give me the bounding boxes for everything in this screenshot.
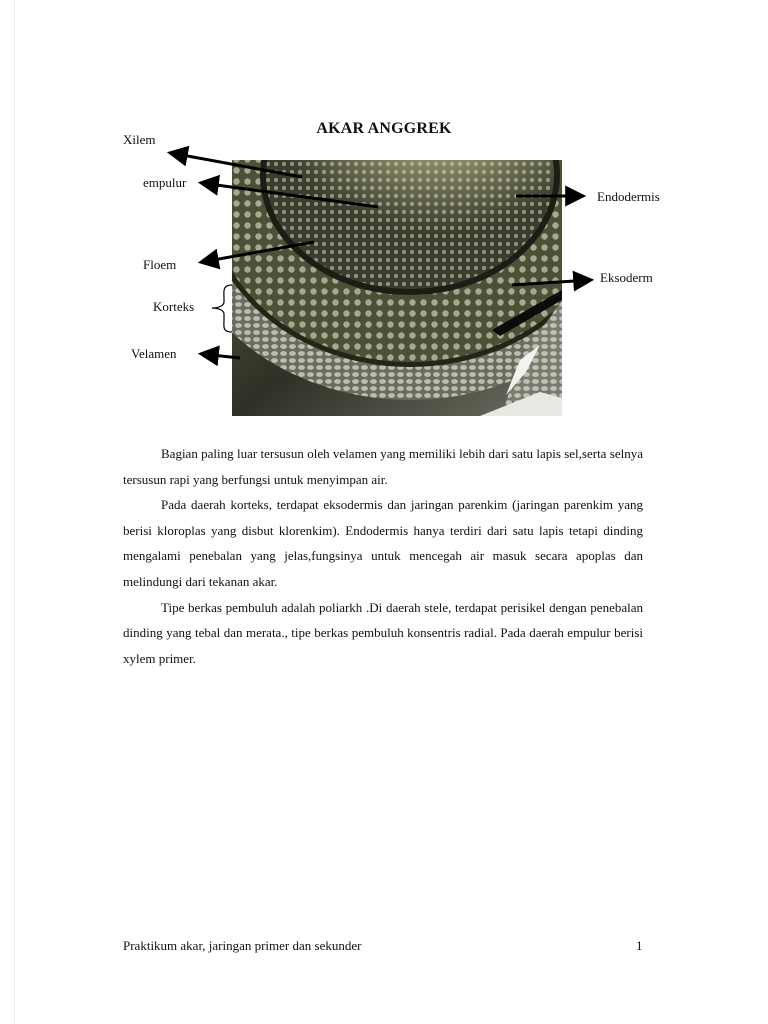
label-korteks: Korteks <box>153 299 195 314</box>
label-endodermis: Endodermis <box>597 189 660 204</box>
label-empulur: empulur <box>143 175 187 190</box>
figure <box>0 0 768 430</box>
paragraph-velamen: Bagian paling luar tersusun oleh velamen yang memiliki lebih dari satu lapis sel,serta selnya tersusun rapi yang berfungsi untuk menyimpan air. <box>123 446 643 487</box>
label-floem: Floem <box>143 257 177 272</box>
footer-caption: Praktikum akar, jaringan primer dan sekunder <box>123 938 362 953</box>
label-xilem: Xilem <box>123 132 156 147</box>
paragraph-stele: Tipe berkas pembuluh adalah poliarkh .Di daerah stele, terdapat perisikel dengan penebalan dinding yang tebal dan merata., tipe berkas pembuluh konsentris radial. Pada daerah empulur berisi xylem primer. <box>123 599 643 666</box>
label-eksoderm: Eksoderm <box>600 270 653 285</box>
page-number: 1 <box>636 938 643 953</box>
paragraph-korteks: Pada daerah korteks, terdapat eksodermis dan jaringan parenkim (jaringan parenkim yang berisi kloroplas yang disbut klorenkim). Endodermis hanya terdiri dari satu lapis tetapi dinding mengalami penebalan yang jelas,fungsinya untuk mencegah air masuk secara apoplas dan melindungi dari tekanan akar. <box>123 497 643 589</box>
page-title: AKAR ANGGREK <box>316 120 452 137</box>
micrograph-image <box>170 0 650 420</box>
label-velamen: Velamen <box>131 346 177 361</box>
korteks-brace <box>212 285 232 332</box>
body-text <box>123 441 643 671</box>
micrograph-figure <box>0 0 768 430</box>
